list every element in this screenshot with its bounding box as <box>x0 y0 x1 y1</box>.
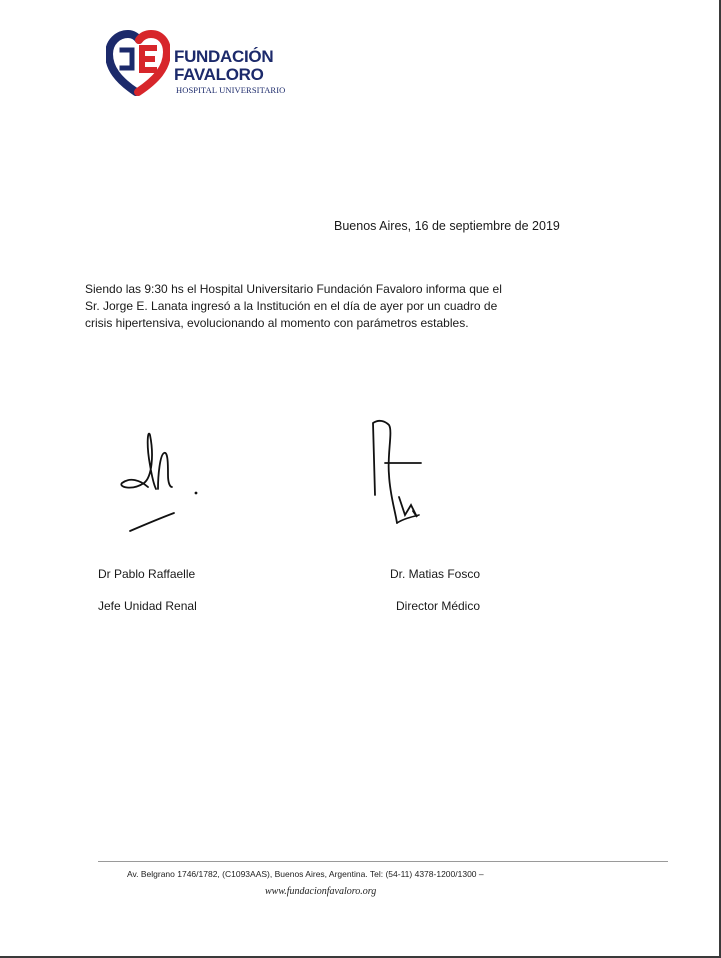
logo-line-fundacion: FUNDACIÓN <box>174 47 274 66</box>
logo-line-favaloro: FAVALORO <box>174 65 264 84</box>
signer-1-name: Dr Pablo Raffaelle <box>98 567 196 581</box>
letter-body <box>85 281 605 332</box>
logo-line-hospital: HOSPITAL UNIVERSITARIO <box>176 85 286 95</box>
signature-raffaelle <box>110 425 220 535</box>
fundacion-favaloro-logo <box>106 30 306 100</box>
signer-2-name: Dr. Matias Fosco <box>390 567 481 581</box>
body-line: Siendo las 9:30 hs el Hospital Universitario Fundación Favaloro informa que el <box>85 282 502 296</box>
letter-date: Buenos Aires, 16 de septiembre de 2019 <box>334 219 560 233</box>
heart-logo-icon <box>106 30 170 96</box>
footer-address: Av. Belgrano 1746/1782, (C1093AAS), Buenos Aires, Argentina. Tel: (54-11) 4378-1200/1300 – <box>127 869 484 879</box>
signer-1-title: Jefe Unidad Renal <box>98 599 197 613</box>
body-line: Sr. Jorge E. Lanata ingresó a la Institución en el día de ayer por un cuadro de <box>85 299 498 313</box>
body-line: crisis hipertensiva, evolucionando al momento con parámetros estables. <box>85 316 469 330</box>
signer-2-title: Director Médico <box>396 599 481 613</box>
signature-fosco <box>355 415 445 530</box>
footer-website: www.fundacionfavaloro.org <box>265 886 377 897</box>
footer-divider <box>98 861 668 862</box>
